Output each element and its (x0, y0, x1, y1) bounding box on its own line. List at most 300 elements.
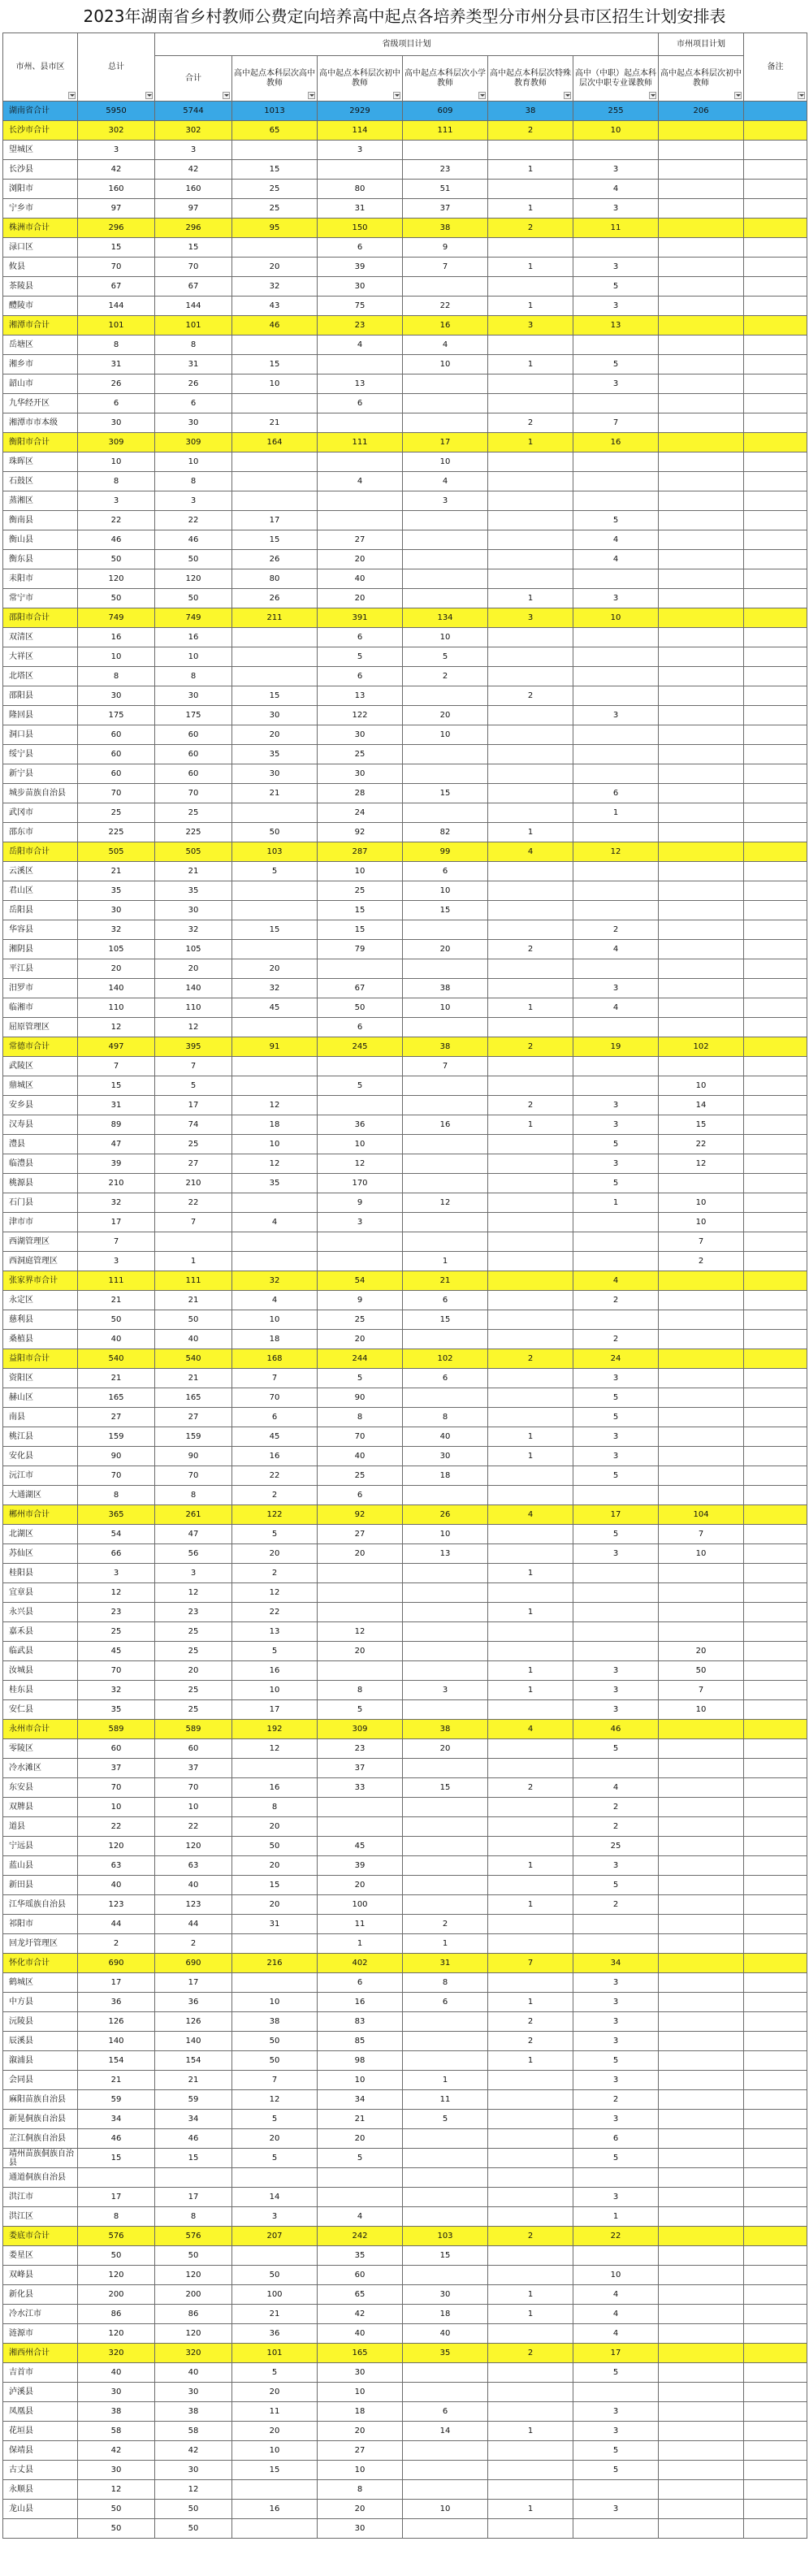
remark-cell[interactable] (744, 628, 807, 647)
prov-special-cell[interactable] (488, 1369, 573, 1388)
prov-total-cell[interactable]: 46 (155, 2129, 232, 2149)
prov-total-cell[interactable]: 120 (155, 569, 232, 589)
city-junior-cell[interactable] (659, 121, 744, 141)
prov-senior-cell[interactable]: 17 (232, 1700, 318, 1720)
region-cell[interactable]: 长沙市合计 (3, 121, 78, 141)
prov-senior-cell[interactable]: 164 (232, 433, 318, 452)
prov-junior-cell[interactable]: 6 (318, 394, 403, 413)
prov-primary-cell[interactable] (403, 2012, 488, 2032)
prov-special-cell[interactable]: 2 (488, 1037, 573, 1057)
total-cell[interactable]: 50 (78, 1310, 155, 1330)
prov-senior-cell[interactable] (232, 628, 318, 647)
remark-cell[interactable] (744, 121, 807, 141)
prov-primary-cell[interactable] (403, 1603, 488, 1622)
prov-special-cell[interactable]: 2 (488, 686, 573, 706)
prov-total-cell[interactable]: 10 (155, 1798, 232, 1817)
prov-junior-cell[interactable] (318, 355, 403, 374)
prov-primary-cell[interactable]: 6 (403, 2402, 488, 2422)
region-cell[interactable]: 张家界市合计 (3, 1271, 78, 1291)
prov-senior-cell[interactable]: 35 (232, 745, 318, 764)
prov-primary-cell[interactable]: 37 (403, 199, 488, 219)
prov-total-cell[interactable]: 34 (155, 2110, 232, 2129)
city-junior-cell[interactable] (659, 2168, 744, 2188)
total-cell[interactable]: 3 (78, 1564, 155, 1583)
total-cell[interactable]: 175 (78, 706, 155, 725)
region-cell[interactable]: 衡东县 (3, 550, 78, 569)
prov-primary-cell[interactable]: 38 (403, 1037, 488, 1057)
prov-junior-cell[interactable]: 10 (318, 862, 403, 881)
city-junior-cell[interactable] (659, 160, 744, 180)
remark-cell[interactable] (744, 959, 807, 979)
prov-total-cell[interactable]: 30 (155, 901, 232, 920)
city-junior-cell[interactable] (659, 764, 744, 784)
city-junior-cell[interactable]: 14 (659, 1096, 744, 1115)
prov-special-cell[interactable] (488, 1544, 573, 1564)
prov-special-cell[interactable]: 1 (488, 2051, 573, 2071)
remark-cell[interactable] (744, 180, 807, 199)
prov-vocational-cell[interactable]: 5 (573, 1408, 659, 1427)
prov-special-cell[interactable]: 2 (488, 1778, 573, 1798)
prov-special-cell[interactable] (488, 647, 573, 667)
remark-cell[interactable] (744, 2461, 807, 2480)
prov-special-cell[interactable] (488, 1798, 573, 1817)
prov-senior-cell[interactable] (232, 1252, 318, 1271)
prov-total-cell[interactable]: 17 (155, 1973, 232, 1993)
city-junior-cell[interactable] (659, 180, 744, 199)
prov-special-cell[interactable] (488, 2168, 573, 2188)
region-cell[interactable]: 九华经开区 (3, 394, 78, 413)
remark-cell[interactable] (744, 2188, 807, 2207)
prov-vocational-cell[interactable] (573, 881, 659, 901)
prov-total-cell[interactable]: 50 (155, 589, 232, 608)
remark-cell[interactable] (744, 1564, 807, 1583)
prov-primary-cell[interactable] (403, 764, 488, 784)
total-cell[interactable]: 320 (78, 2344, 155, 2363)
city-junior-cell[interactable] (659, 2071, 744, 2090)
total-cell[interactable]: 15 (78, 1076, 155, 1096)
city-junior-cell[interactable]: 206 (659, 102, 744, 121)
total-cell[interactable]: 50 (78, 2246, 155, 2266)
prov-junior-cell[interactable]: 25 (318, 745, 403, 764)
prov-primary-cell[interactable] (403, 2519, 488, 2539)
region-cell[interactable]: 花垣县 (3, 2422, 78, 2441)
city-junior-cell[interactable] (659, 2110, 744, 2129)
prov-special-cell[interactable] (488, 1252, 573, 1271)
region-cell[interactable]: 大祥区 (3, 647, 78, 667)
prov-special-cell[interactable] (488, 2441, 573, 2461)
total-cell[interactable]: 12 (78, 1583, 155, 1603)
region-cell[interactable]: 北湖区 (3, 1525, 78, 1544)
city-junior-cell[interactable] (659, 940, 744, 959)
prov-senior-cell[interactable]: 10 (232, 1135, 318, 1154)
prov-primary-cell[interactable] (403, 589, 488, 608)
filter-dropdown-icon[interactable] (393, 92, 400, 99)
remark-cell[interactable] (744, 2402, 807, 2422)
prov-junior-cell[interactable]: 28 (318, 784, 403, 803)
remark-cell[interactable] (744, 979, 807, 998)
prov-total-cell[interactable]: 40 (155, 2363, 232, 2383)
prov-senior-cell[interactable]: 50 (232, 2266, 318, 2285)
remark-cell[interactable] (744, 920, 807, 940)
total-cell[interactable]: 15 (78, 238, 155, 258)
prov-senior-cell[interactable] (232, 1934, 318, 1954)
city-junior-cell[interactable] (659, 1330, 744, 1349)
filter-dropdown-icon[interactable] (308, 92, 315, 99)
prov-junior-cell[interactable]: 10 (318, 1135, 403, 1154)
prov-senior-cell[interactable]: 5 (232, 862, 318, 881)
prov-vocational-cell[interactable]: 1 (573, 1193, 659, 1213)
total-cell[interactable]: 50 (78, 2519, 155, 2539)
region-cell[interactable] (3, 2519, 78, 2539)
prov-senior-cell[interactable]: 10 (232, 374, 318, 394)
prov-senior-cell[interactable] (232, 647, 318, 667)
region-cell[interactable]: 邵阳市合计 (3, 608, 78, 628)
prov-vocational-cell[interactable] (573, 823, 659, 842)
prov-special-cell[interactable]: 1 (488, 258, 573, 277)
prov-special-cell[interactable]: 1 (488, 1661, 573, 1681)
total-cell[interactable]: 30 (78, 686, 155, 706)
prov-total-cell[interactable]: 105 (155, 940, 232, 959)
total-cell[interactable]: 8 (78, 667, 155, 686)
city-junior-cell[interactable] (659, 550, 744, 569)
city-junior-cell[interactable]: 10 (659, 1076, 744, 1096)
total-cell[interactable]: 58 (78, 2422, 155, 2441)
region-cell[interactable]: 武陵区 (3, 1057, 78, 1076)
prov-vocational-cell[interactable]: 3 (573, 2032, 659, 2051)
prov-vocational-cell[interactable]: 3 (573, 160, 659, 180)
prov-vocational-cell[interactable]: 4 (573, 2305, 659, 2324)
region-cell[interactable]: 汝城县 (3, 1661, 78, 1681)
prov-junior-cell[interactable]: 242 (318, 2227, 403, 2246)
prov-vocational-cell[interactable] (573, 1583, 659, 1603)
city-junior-cell[interactable] (659, 1954, 744, 1973)
region-cell[interactable]: 醴陵市 (3, 297, 78, 316)
prov-vocational-cell[interactable] (573, 1564, 659, 1583)
city-junior-cell[interactable]: 22 (659, 1135, 744, 1154)
prov-vocational-cell[interactable]: 3 (573, 199, 659, 219)
region-cell[interactable]: 龙山县 (3, 2500, 78, 2519)
city-junior-cell[interactable]: 10 (659, 1193, 744, 1213)
region-cell[interactable]: 洪江市 (3, 2188, 78, 2207)
total-cell[interactable]: 50 (78, 589, 155, 608)
prov-special-cell[interactable] (488, 1291, 573, 1310)
prov-total-cell[interactable]: 111 (155, 1271, 232, 1291)
remark-cell[interactable] (744, 667, 807, 686)
prov-senior-cell[interactable]: 43 (232, 297, 318, 316)
prov-primary-cell[interactable] (403, 413, 488, 433)
prov-primary-cell[interactable]: 6 (403, 1993, 488, 2012)
col-prov-junior-header[interactable] (318, 56, 403, 102)
total-cell[interactable]: 40 (78, 2363, 155, 2383)
city-junior-cell[interactable] (659, 2188, 744, 2207)
region-cell[interactable]: 长沙县 (3, 160, 78, 180)
region-cell[interactable]: 会同县 (3, 2071, 78, 2090)
total-cell[interactable]: 140 (78, 2032, 155, 2051)
prov-senior-cell[interactable]: 168 (232, 1349, 318, 1369)
prov-primary-cell[interactable] (403, 959, 488, 979)
city-junior-cell[interactable]: 50 (659, 1661, 744, 1681)
region-cell[interactable]: 鼎城区 (3, 1076, 78, 1096)
prov-senior-cell[interactable]: 38 (232, 2012, 318, 2032)
prov-junior-cell[interactable]: 25 (318, 1310, 403, 1330)
prov-vocational-cell[interactable] (573, 1018, 659, 1037)
prov-senior-cell[interactable]: 3 (232, 2207, 318, 2227)
prov-primary-cell[interactable] (403, 1388, 488, 1408)
prov-senior-cell[interactable]: 80 (232, 569, 318, 589)
prov-special-cell[interactable]: 1 (488, 1427, 573, 1447)
remark-cell[interactable] (744, 1642, 807, 1661)
prov-primary-cell[interactable] (403, 1154, 488, 1174)
prov-special-cell[interactable]: 1 (488, 297, 573, 316)
remark-cell[interactable] (744, 647, 807, 667)
total-cell[interactable]: 54 (78, 1525, 155, 1544)
prov-vocational-cell[interactable]: 22 (573, 2227, 659, 2246)
total-cell[interactable]: 126 (78, 2012, 155, 2032)
prov-junior-cell[interactable]: 9 (318, 1193, 403, 1213)
prov-special-cell[interactable] (488, 180, 573, 199)
prov-vocational-cell[interactable]: 2 (573, 2090, 659, 2110)
remark-cell[interactable] (744, 2246, 807, 2266)
prov-total-cell[interactable]: 159 (155, 1427, 232, 1447)
prov-total-cell[interactable]: 1 (155, 1252, 232, 1271)
city-junior-cell[interactable] (659, 784, 744, 803)
prov-special-cell[interactable] (488, 667, 573, 686)
total-cell[interactable]: 40 (78, 1876, 155, 1895)
prov-primary-cell[interactable] (403, 1486, 488, 1505)
remark-cell[interactable] (744, 862, 807, 881)
prov-total-cell[interactable]: 7 (155, 1213, 232, 1232)
prov-senior-cell[interactable]: 50 (232, 2051, 318, 2071)
prov-total-cell[interactable]: 40 (155, 1876, 232, 1895)
city-junior-cell[interactable] (659, 589, 744, 608)
prov-junior-cell[interactable]: 4 (318, 472, 403, 491)
remark-cell[interactable] (744, 2090, 807, 2110)
prov-total-cell[interactable]: 3 (155, 141, 232, 160)
prov-total-cell[interactable]: 140 (155, 2032, 232, 2051)
prov-primary-cell[interactable]: 15 (403, 1778, 488, 1798)
region-cell[interactable]: 永兴县 (3, 1603, 78, 1622)
prov-special-cell[interactable]: 1 (488, 998, 573, 1018)
prov-primary-cell[interactable] (403, 1583, 488, 1603)
region-cell[interactable]: 中方县 (3, 1993, 78, 2012)
prov-vocational-cell[interactable]: 5 (573, 511, 659, 530)
total-cell[interactable]: 30 (78, 413, 155, 433)
remark-cell[interactable] (744, 2266, 807, 2285)
prov-total-cell[interactable]: 540 (155, 1349, 232, 1369)
prov-senior-cell[interactable]: 216 (232, 1954, 318, 1973)
city-junior-cell[interactable] (659, 1310, 744, 1330)
prov-senior-cell[interactable]: 207 (232, 2227, 318, 2246)
remark-cell[interactable] (744, 258, 807, 277)
prov-vocational-cell[interactable] (573, 2168, 659, 2188)
prov-senior-cell[interactable]: 15 (232, 2461, 318, 2480)
prov-senior-cell[interactable]: 17 (232, 511, 318, 530)
region-cell[interactable]: 郴州市合计 (3, 1505, 78, 1525)
city-junior-cell[interactable] (659, 2227, 744, 2246)
total-cell[interactable]: 26 (78, 374, 155, 394)
region-cell[interactable]: 慈利县 (3, 1310, 78, 1330)
remark-cell[interactable] (744, 1486, 807, 1505)
prov-total-cell[interactable]: 32 (155, 920, 232, 940)
region-cell[interactable]: 双清区 (3, 628, 78, 647)
prov-junior-cell[interactable]: 30 (318, 277, 403, 297)
prov-junior-cell[interactable]: 10 (318, 2461, 403, 2480)
prov-primary-cell[interactable]: 26 (403, 1505, 488, 1525)
prov-senior-cell[interactable]: 26 (232, 550, 318, 569)
filter-dropdown-icon[interactable] (798, 92, 805, 99)
prov-senior-cell[interactable]: 103 (232, 842, 318, 862)
prov-junior-cell[interactable]: 20 (318, 2129, 403, 2149)
remark-cell[interactable] (744, 2032, 807, 2051)
total-cell[interactable]: 140 (78, 979, 155, 998)
city-junior-cell[interactable] (659, 2246, 744, 2266)
prov-senior-cell[interactable]: 21 (232, 413, 318, 433)
region-cell[interactable]: 麻阳苗族自治县 (3, 2090, 78, 2110)
prov-vocational-cell[interactable]: 3 (573, 1661, 659, 1681)
prov-junior-cell[interactable]: 42 (318, 2305, 403, 2324)
city-junior-cell[interactable] (659, 219, 744, 238)
prov-vocational-cell[interactable]: 4 (573, 998, 659, 1018)
prov-special-cell[interactable] (488, 2324, 573, 2344)
prov-senior-cell[interactable]: 50 (232, 823, 318, 842)
prov-senior-cell[interactable]: 5 (232, 2149, 318, 2168)
prov-senior-cell[interactable]: 70 (232, 1388, 318, 1408)
city-junior-cell[interactable] (659, 413, 744, 433)
prov-junior-cell[interactable] (318, 1057, 403, 1076)
prov-total-cell[interactable]: 749 (155, 608, 232, 628)
prov-vocational-cell[interactable]: 5 (573, 2441, 659, 2461)
remark-cell[interactable] (744, 1154, 807, 1174)
prov-junior-cell[interactable] (318, 511, 403, 530)
prov-total-cell[interactable]: 144 (155, 297, 232, 316)
prov-senior-cell[interactable] (232, 2519, 318, 2539)
prov-primary-cell[interactable]: 40 (403, 2324, 488, 2344)
prov-senior-cell[interactable]: 30 (232, 764, 318, 784)
total-cell[interactable]: 7 (78, 1232, 155, 1252)
prov-primary-cell[interactable] (403, 1700, 488, 1720)
remark-cell[interactable] (744, 1934, 807, 1954)
remark-cell[interactable] (744, 706, 807, 725)
total-cell[interactable]: 36 (78, 1993, 155, 2012)
prov-total-cell[interactable]: 120 (155, 2324, 232, 2344)
city-junior-cell[interactable] (659, 1427, 744, 1447)
prov-primary-cell[interactable]: 10 (403, 628, 488, 647)
prov-total-cell[interactable]: 56 (155, 1544, 232, 1564)
remark-cell[interactable] (744, 1057, 807, 1076)
prov-junior-cell[interactable]: 287 (318, 842, 403, 862)
prov-senior-cell[interactable]: 12 (232, 1739, 318, 1759)
prov-special-cell[interactable] (488, 1408, 573, 1427)
region-cell[interactable]: 常德市合计 (3, 1037, 78, 1057)
col-city-junior-header[interactable] (659, 56, 744, 102)
prov-total-cell[interactable]: 123 (155, 1895, 232, 1915)
city-junior-cell[interactable] (659, 199, 744, 219)
total-cell[interactable]: 154 (78, 2051, 155, 2071)
region-cell[interactable]: 临湘市 (3, 998, 78, 1018)
city-junior-cell[interactable]: 102 (659, 1037, 744, 1057)
prov-total-cell[interactable]: 21 (155, 1291, 232, 1310)
prov-primary-cell[interactable] (403, 2266, 488, 2285)
prov-vocational-cell[interactable] (573, 1759, 659, 1778)
prov-junior-cell[interactable]: 54 (318, 1271, 403, 1291)
total-cell[interactable]: 21 (78, 1369, 155, 1388)
prov-primary-cell[interactable] (403, 1232, 488, 1252)
remark-cell[interactable] (744, 219, 807, 238)
prov-total-cell[interactable]: 261 (155, 1505, 232, 1525)
prov-senior-cell[interactable]: 4 (232, 1291, 318, 1310)
prov-junior-cell[interactable]: 2929 (318, 102, 403, 121)
prov-total-cell[interactable]: 10 (155, 647, 232, 667)
region-cell[interactable]: 韶山市 (3, 374, 78, 394)
city-junior-cell[interactable]: 2 (659, 1252, 744, 1271)
prov-primary-cell[interactable] (403, 141, 488, 160)
prov-primary-cell[interactable]: 8 (403, 1408, 488, 1427)
region-cell[interactable]: 隆回县 (3, 706, 78, 725)
city-junior-cell[interactable] (659, 1798, 744, 1817)
prov-total-cell[interactable]: 50 (155, 2500, 232, 2519)
prov-primary-cell[interactable]: 4 (403, 336, 488, 355)
total-cell[interactable]: 25 (78, 1622, 155, 1642)
remark-cell[interactable] (744, 1622, 807, 1642)
prov-junior-cell[interactable]: 20 (318, 1544, 403, 1564)
prov-junior-cell[interactable] (318, 1798, 403, 1817)
total-cell[interactable]: 21 (78, 862, 155, 881)
total-cell[interactable]: 589 (78, 1720, 155, 1739)
prov-vocational-cell[interactable]: 16 (573, 433, 659, 452)
city-junior-cell[interactable] (659, 1174, 744, 1193)
region-cell[interactable]: 双峰县 (3, 2266, 78, 2285)
prov-vocational-cell[interactable] (573, 491, 659, 511)
prov-vocational-cell[interactable]: 3 (573, 374, 659, 394)
prov-junior-cell[interactable]: 40 (318, 569, 403, 589)
prov-primary-cell[interactable] (403, 2149, 488, 2168)
remark-cell[interactable] (744, 823, 807, 842)
city-junior-cell[interactable] (659, 1271, 744, 1291)
prov-special-cell[interactable] (488, 1193, 573, 1213)
remark-cell[interactable] (744, 2344, 807, 2363)
city-junior-cell[interactable] (659, 2266, 744, 2285)
prov-vocational-cell[interactable]: 13 (573, 316, 659, 336)
prov-special-cell[interactable] (488, 1076, 573, 1096)
total-cell[interactable]: 17 (78, 1213, 155, 1232)
prov-junior-cell[interactable]: 6 (318, 1973, 403, 1993)
city-junior-cell[interactable] (659, 628, 744, 647)
city-junior-cell[interactable] (659, 2461, 744, 2480)
remark-cell[interactable] (744, 1993, 807, 2012)
city-junior-cell[interactable] (659, 1993, 744, 2012)
total-cell[interactable]: 302 (78, 121, 155, 141)
city-junior-cell[interactable] (659, 1291, 744, 1310)
city-junior-cell[interactable] (659, 2051, 744, 2071)
prov-junior-cell[interactable]: 75 (318, 297, 403, 316)
prov-junior-cell[interactable] (318, 1232, 403, 1252)
prov-primary-cell[interactable] (403, 2168, 488, 2188)
prov-total-cell[interactable]: 126 (155, 2012, 232, 2032)
remark-cell[interactable] (744, 452, 807, 472)
remark-cell[interactable] (744, 1895, 807, 1915)
prov-primary-cell[interactable]: 23 (403, 160, 488, 180)
prov-primary-cell[interactable]: 9 (403, 238, 488, 258)
prov-junior-cell[interactable]: 85 (318, 2032, 403, 2051)
prov-primary-cell[interactable]: 103 (403, 2227, 488, 2246)
city-junior-cell[interactable]: 7 (659, 1525, 744, 1544)
prov-primary-cell[interactable] (403, 1856, 488, 1876)
total-cell[interactable]: 200 (78, 2285, 155, 2305)
prov-junior-cell[interactable]: 70 (318, 1427, 403, 1447)
prov-senior-cell[interactable] (232, 1232, 318, 1252)
prov-primary-cell[interactable] (403, 1876, 488, 1895)
prov-vocational-cell[interactable]: 3 (573, 1544, 659, 1564)
